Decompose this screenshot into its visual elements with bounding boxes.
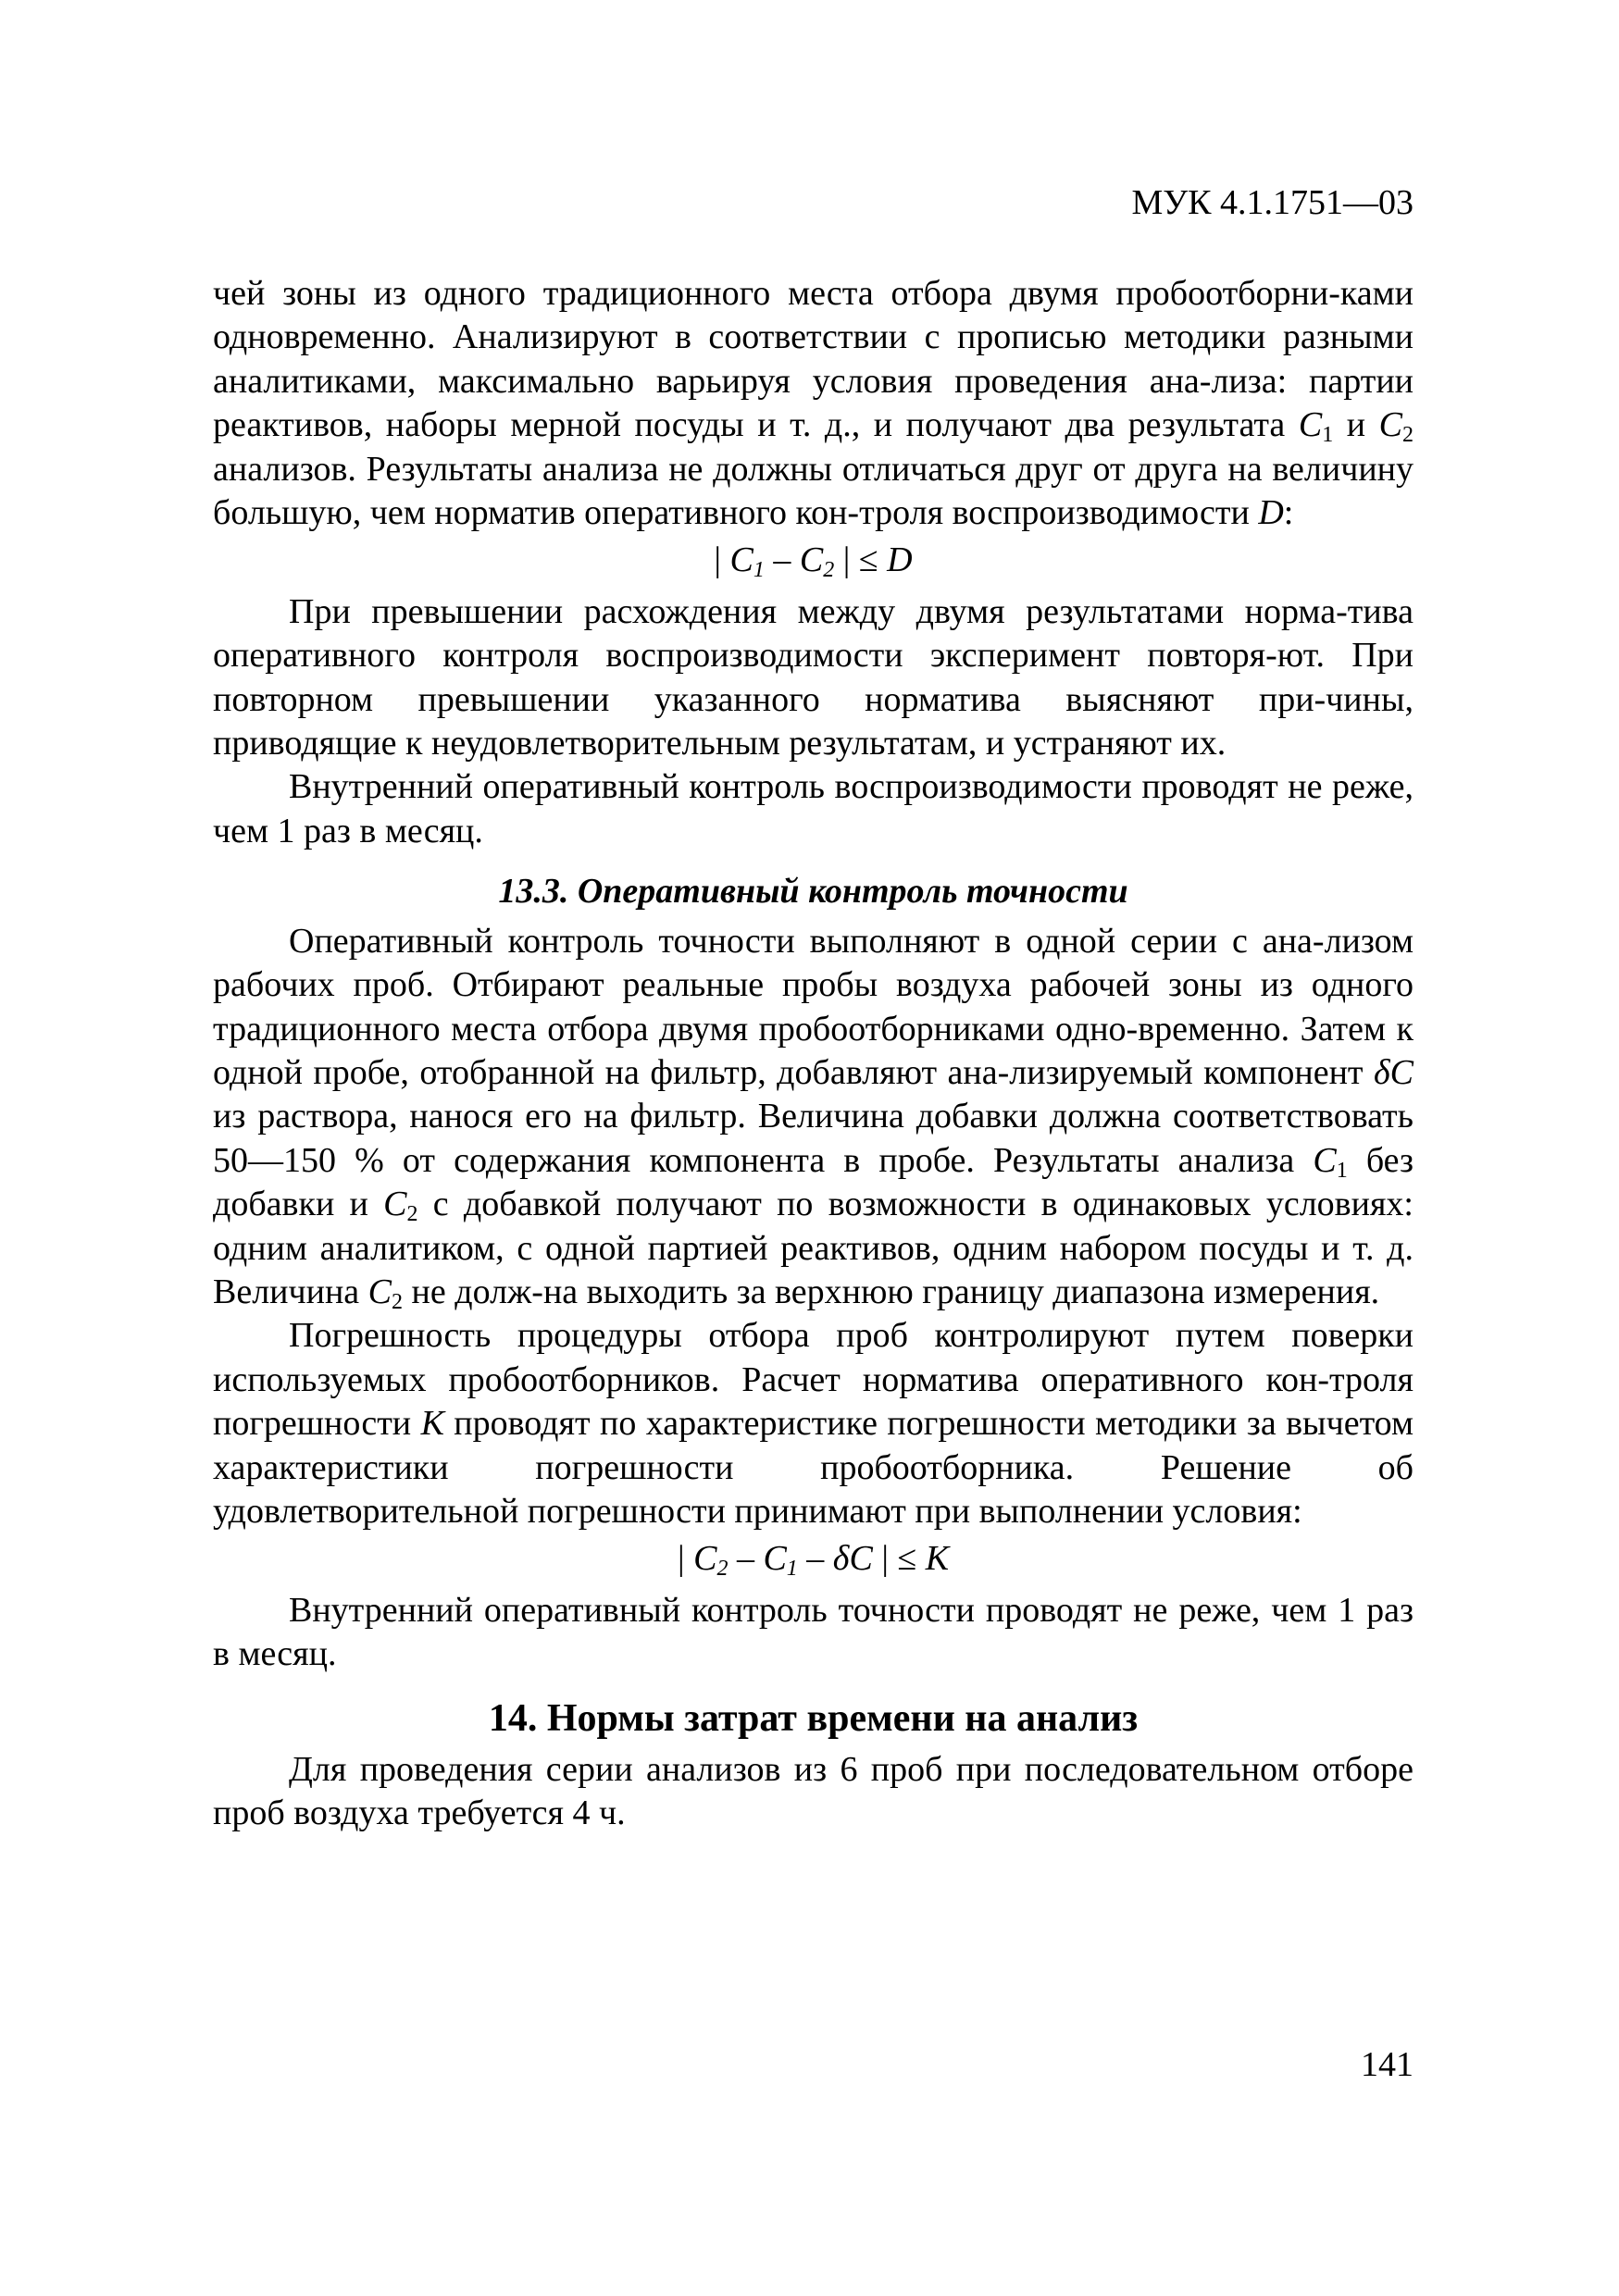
paragraph-sampling-error: Погрешность процедуры отбора проб контролируют путем поверки используемых пробоотборников. Расчет норматива оперативного кон-троля погрешности К проводят по характеристике погрешности методики за вычетом характеристики погрешности пробоотборника. Решение об удовлетворительной погрешности принимают при выполнении условия: xyxy=(213,1316,1414,1531)
paragraph-reproducibility-intro: чей зоны из одного традиционного места отбора двумя пробоотборни-ками одновременно. Анализируют в соответствии с прописью методики разными аналитиками, максимально варьируя условия проведения ана-лиза: партии реактивов, наборы мерной посуды и т. д., и получают два результата $C_1$ и $C_2$ анализов. Результаты анализа не должны отличаться друг от друга на величину большую, чем норматив оперативного кон-троля воспроизводимости D: xyxy=(213,274,1414,533)
section-title-14: 14. Нормы затрат времени на анализ xyxy=(488,1696,1139,1740)
page-number: 141 xyxy=(1361,2045,1414,2084)
paragraph-accuracy-frequency: Внутренний оперативный контроль точности проводят не реже, чем 1 раз в месяц. xyxy=(213,1590,1414,1674)
subsection-title-13-3: 13.3. Оперативный контроль точности xyxy=(498,872,1128,912)
formula-reproducibility: | $C_1 - C_2$ | ≤ D xyxy=(714,540,913,583)
page-content xyxy=(213,272,1414,1836)
paragraph-accuracy-control: Оперативный контроль точности выполняют в одной серии с ана-лизом рабочих проб. Отбирают реальные пробы воздуха рабочей зоны из одного традиционного места отбора двумя пробоотборниками одно-временно. Затем к одной пробе, отобранной на фильтр, добавляют ана-лизируемый компонент δC из раствора, нанося его на фильтр. Величина добавки должна соответствовать 50—150 % от содержания компонента в пробе. Результаты анализа $C_1$ без добавки и $C_2$ с добавкой получают по возможности в одинаковых условиях: одним аналитиком, с одной партией реактивов, одним набором посуды и т. д. Величина $C_2$ не долж-на выходить за верхнюю границу диапазона измерения. xyxy=(213,921,1414,1314)
paragraph-reproducibility-frequency: Внутренний оперативный контроль воспроизводимости проводят не реже, чем 1 раз в месяц. xyxy=(213,767,1414,850)
paragraph-repeat-on-exceed: При превышении расхождения между двумя результатами норма-тива оперативного контроля воспроизводимости эксперимент повторя-ют. При повторном превышении указанного норматива выясняют при-чины, приводящие к неудовлетворительным результатам, и устраняют их. xyxy=(213,591,1414,763)
formula-accuracy: | $C_2 - C_1$ – δC | ≤ К xyxy=(677,1539,950,1582)
running-header: МУК 4.1.1751—03 xyxy=(1131,183,1414,222)
paragraph-time-norms: Для проведения серии анализов из 6 проб при последовательном отборе проб воздуха требуется 4 ч. xyxy=(213,1750,1414,1833)
